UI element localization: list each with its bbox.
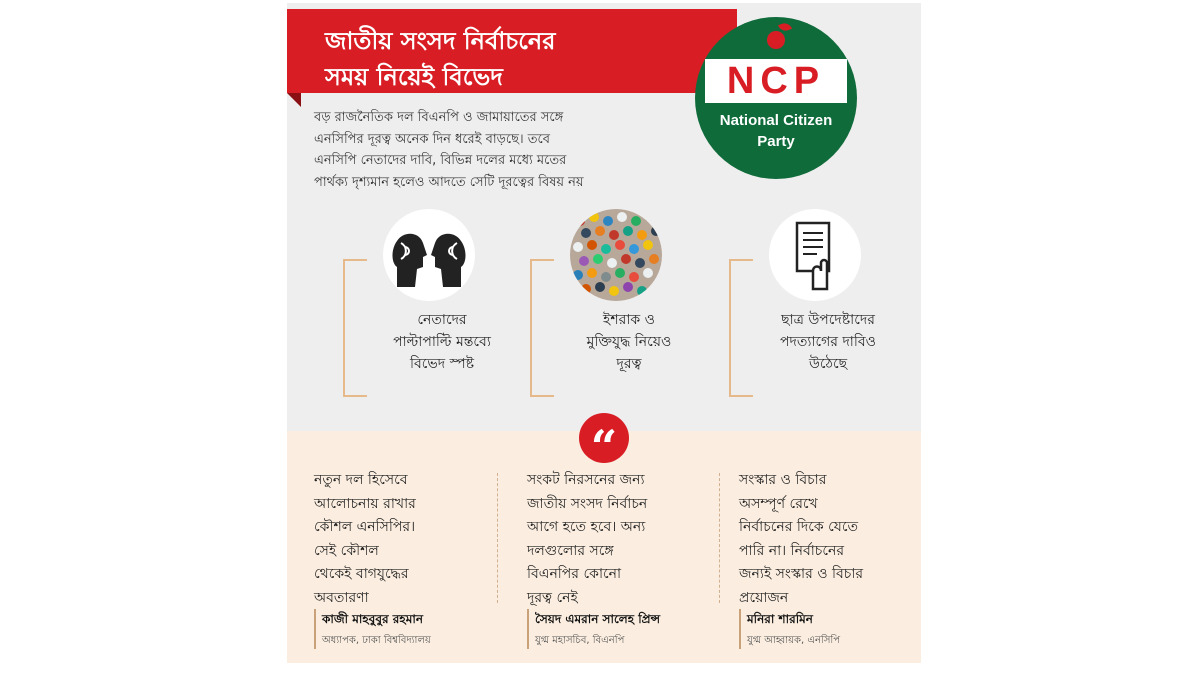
- quote-author-name: সৈয়দ এমরান সালেহ প্রিন্স: [535, 612, 661, 626]
- point-text: [544, 309, 714, 375]
- quote-line: কৌশল এনসিপির।: [314, 519, 416, 535]
- logo-name-line-2: Party: [757, 133, 795, 150]
- quote-line: দূরত্ব নেই: [527, 589, 578, 606]
- intro-line: এনসিপি নেতাদের দাবি, বিভিন্ন দলের মধ্যে মতের: [314, 153, 567, 168]
- quote-kazi-mahbubur-rahman: [314, 469, 494, 646]
- quote-name-bar: [527, 609, 529, 649]
- point-student-advisers: [729, 209, 909, 393]
- title-line-2: সময় নিয়েই বিভেদ: [325, 63, 503, 91]
- quote-syed-emran-saleh-prince: [527, 469, 707, 646]
- logo-emblem-icon: [767, 31, 785, 49]
- quote-monira-sharmin: [739, 469, 919, 646]
- quote-line: সেই কৌশল: [314, 542, 379, 559]
- point-text: [743, 309, 913, 375]
- quote-line: আলোচনায় রাখার: [314, 495, 416, 512]
- quote-name-bar: [314, 609, 316, 649]
- quote-author-role: যুগ্ম মহাসচিব, বিএনপি: [535, 635, 625, 646]
- quote-icon: “: [579, 413, 629, 463]
- quote-name-bar: [739, 609, 741, 649]
- logo-abbr: NCP: [705, 59, 847, 103]
- quote-line: জাতীয় সংসদ নির্বাচন: [527, 495, 648, 512]
- point-line: মুক্তিযুদ্ধ নিয়েও: [586, 334, 672, 350]
- quote-author-role: যুগ্ম আহ্বায়ক, এনসিপি: [747, 635, 841, 646]
- point-text: [357, 309, 527, 375]
- intro-line: পার্থক্য দৃশ্যমান হলেও আদতে সেটি দূরত্বের বিষয় নয়: [314, 174, 584, 190]
- logo-name-line-1: National Citizen: [719, 112, 833, 129]
- quote-line: দলগুলোর সঙ্গে: [527, 542, 614, 559]
- quote-line: পারি না। নির্বাচনের: [739, 542, 845, 559]
- crowd-photo: [570, 209, 662, 301]
- quote-line: সংকট নিরসনের জন্য: [527, 472, 645, 488]
- point-line: পাল্টাপাল্টি মন্তব্যে: [393, 334, 491, 350]
- intro-line: বড় রাজনৈতিক দল বিএনপি ও জামায়াতের সঙ্গে: [314, 110, 564, 125]
- quote-divider: [497, 473, 498, 603]
- point-line: বিভেদ স্পষ্ট: [409, 356, 475, 372]
- quote-line: জন্যই সংস্কার ও বিচার: [739, 566, 864, 582]
- quote-author-name: কাজী মাহবুবুর রহমান: [322, 612, 424, 626]
- quote-line: নির্বাচনের দিকে যেতে: [739, 519, 859, 535]
- quote-line: নতুন দল হিসেবে: [314, 472, 408, 488]
- intro-paragraph: [314, 107, 714, 193]
- intro-line: এনসিপির দূরত্ব অনেক দিন ধরেই বাড়ছে। তবে: [314, 131, 550, 147]
- point-ishraque-liberation-war: [530, 209, 710, 393]
- quote-line: সংস্কার ও বিচার: [739, 472, 827, 488]
- quote-text: [527, 469, 707, 610]
- title-line-1: জাতীয় সংসদ নির্বাচনের: [325, 27, 556, 55]
- quote-line: অসম্পূর্ণ রেখে: [739, 495, 818, 512]
- point-line: উঠেছে: [808, 356, 848, 372]
- quote-author-name: মনিরা শারমিন: [747, 612, 813, 626]
- point-leaders-remarks: [343, 209, 523, 393]
- banner-fold: [287, 93, 301, 107]
- point-line: দূরত্ব: [616, 356, 642, 372]
- document-hand-icon: [769, 209, 861, 301]
- quote-line: অবতারণা: [314, 589, 369, 606]
- quote-divider: [719, 473, 720, 603]
- quote-line: থেকেই বাগযুদ্ধের: [314, 566, 409, 582]
- point-line: নেতাদের: [417, 312, 467, 328]
- speaking-heads-icon: [383, 209, 475, 301]
- point-line: ছাত্র উপদেষ্টাদের: [781, 312, 875, 328]
- quote-text: [739, 469, 919, 610]
- quote-line: প্রয়োজন: [739, 589, 789, 606]
- ncp-logo: [695, 17, 857, 179]
- title-banner: [287, 9, 737, 93]
- infographic-card: [287, 3, 921, 663]
- quote-line: আগে হতে হবে। অন্য: [527, 519, 646, 535]
- quote-line: বিএনপির কোনো: [527, 566, 622, 582]
- quote-author-role: অধ্যাপক, ঢাকা বিশ্ববিদ্যালয়: [322, 635, 431, 646]
- quote-text: [314, 469, 494, 610]
- point-line: ইশরাক ও: [603, 312, 655, 328]
- point-line: পদত্যাগের দাবিও: [780, 334, 876, 350]
